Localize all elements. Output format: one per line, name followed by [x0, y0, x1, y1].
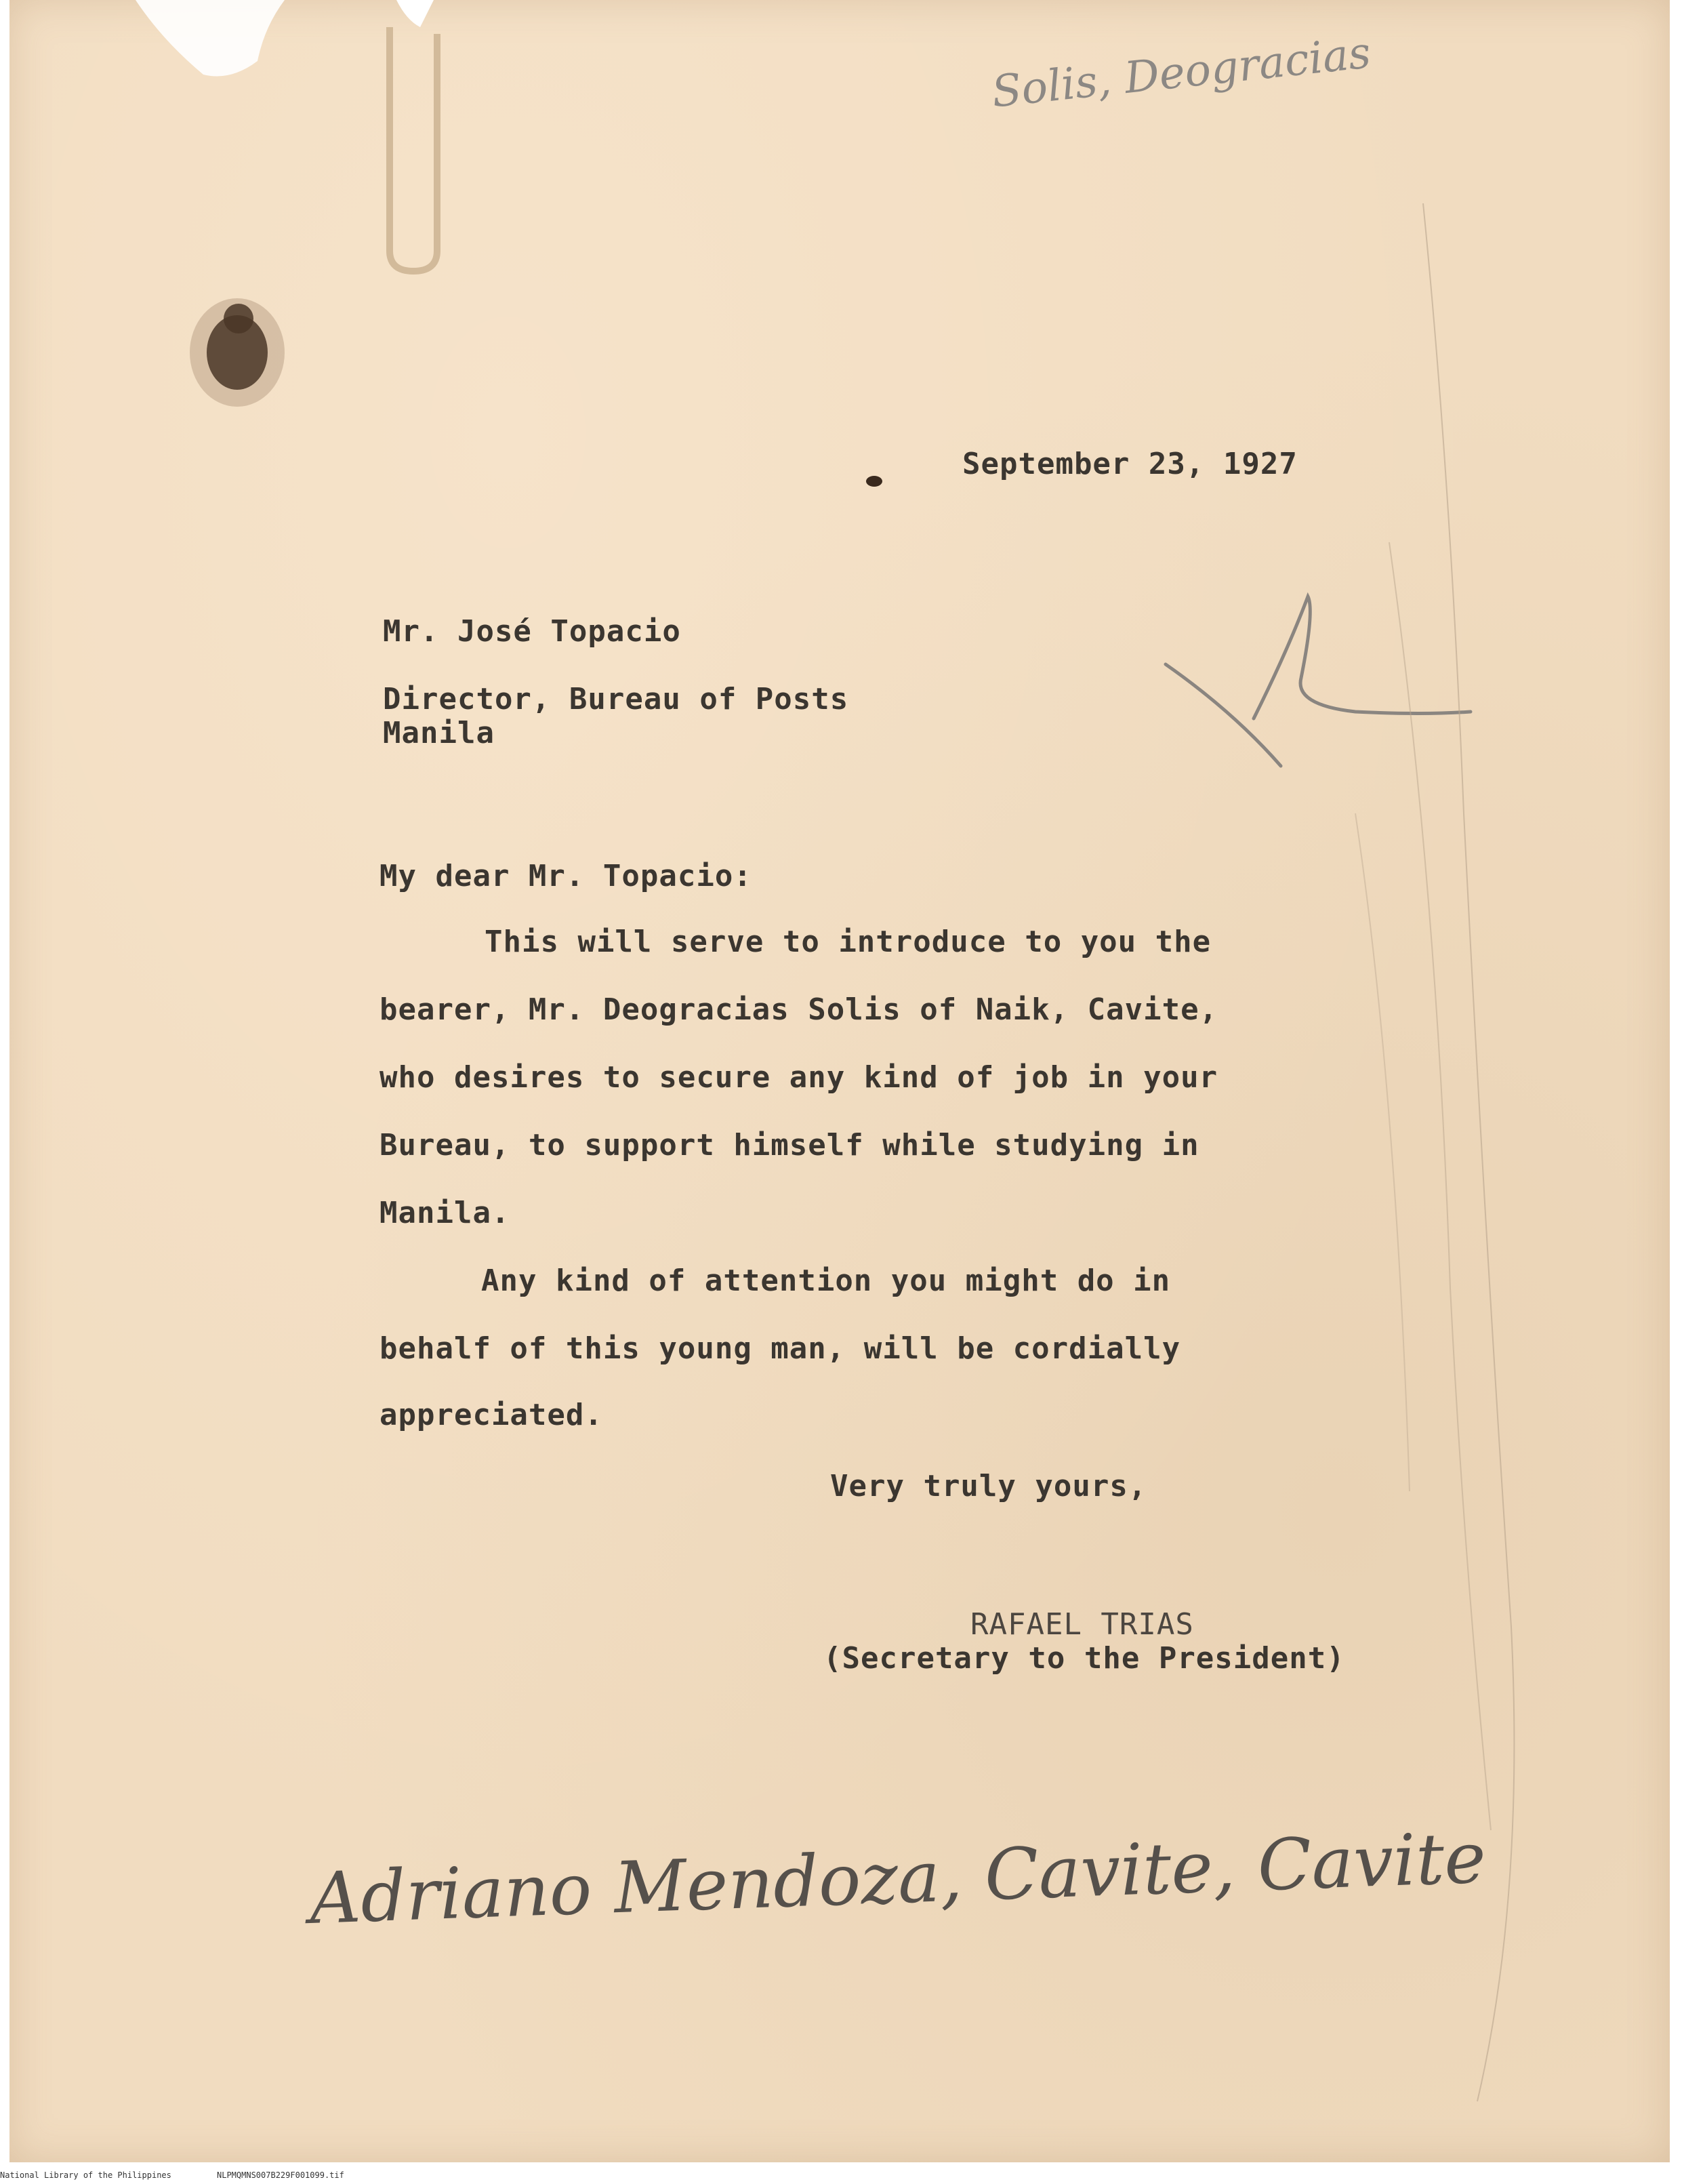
- body-line: who desires to secure any kind of job in your: [379, 1060, 1218, 1095]
- recipient-city: Manila: [383, 716, 495, 750]
- closing: Very truly yours,: [830, 1469, 1147, 1503]
- signer-name: RAFAEL TRIAS: [970, 1607, 1194, 1642]
- footer-library-label: National Library of the Philippines: [0, 2170, 171, 2180]
- body-line: Bureau, to support himself while studying in: [379, 1128, 1199, 1162]
- signer-title: (Secretary to the President): [823, 1641, 1345, 1676]
- body-line: appreciated.: [379, 1398, 603, 1432]
- body-line: bearer, Mr. Deogracias Solis of Naik, Cavite,: [379, 992, 1218, 1027]
- body-line: Any kind of attention you might do in: [481, 1263, 1171, 1298]
- salutation: My dear Mr. Topacio:: [379, 859, 752, 893]
- footer-filename: NLPMQMNS007B229F001099.tif: [217, 2170, 344, 2180]
- ink-dot-mark: [866, 476, 882, 487]
- torn-notch-mark: [396, 0, 434, 27]
- recipient-position: Director, Bureau of Posts: [383, 682, 849, 716]
- recipient-name: Mr. José Topacio: [383, 614, 681, 649]
- body-line: This will serve to introduce to you the: [485, 925, 1212, 959]
- pencil-check-mark: [1166, 596, 1471, 766]
- torn-edge-mark: [136, 0, 285, 77]
- body-line: behalf of this young man, will be cordially: [379, 1331, 1181, 1366]
- letter-date: September 23, 1927: [962, 447, 1298, 481]
- paper-clip-mark: [390, 27, 437, 271]
- handwritten-note-top: Solis, Deogracias: [989, 28, 1374, 118]
- body-line: Manila.: [379, 1196, 510, 1230]
- handwritten-note-bottom: Adriano Mendoza, Cavite, Cavite: [308, 1816, 1487, 1940]
